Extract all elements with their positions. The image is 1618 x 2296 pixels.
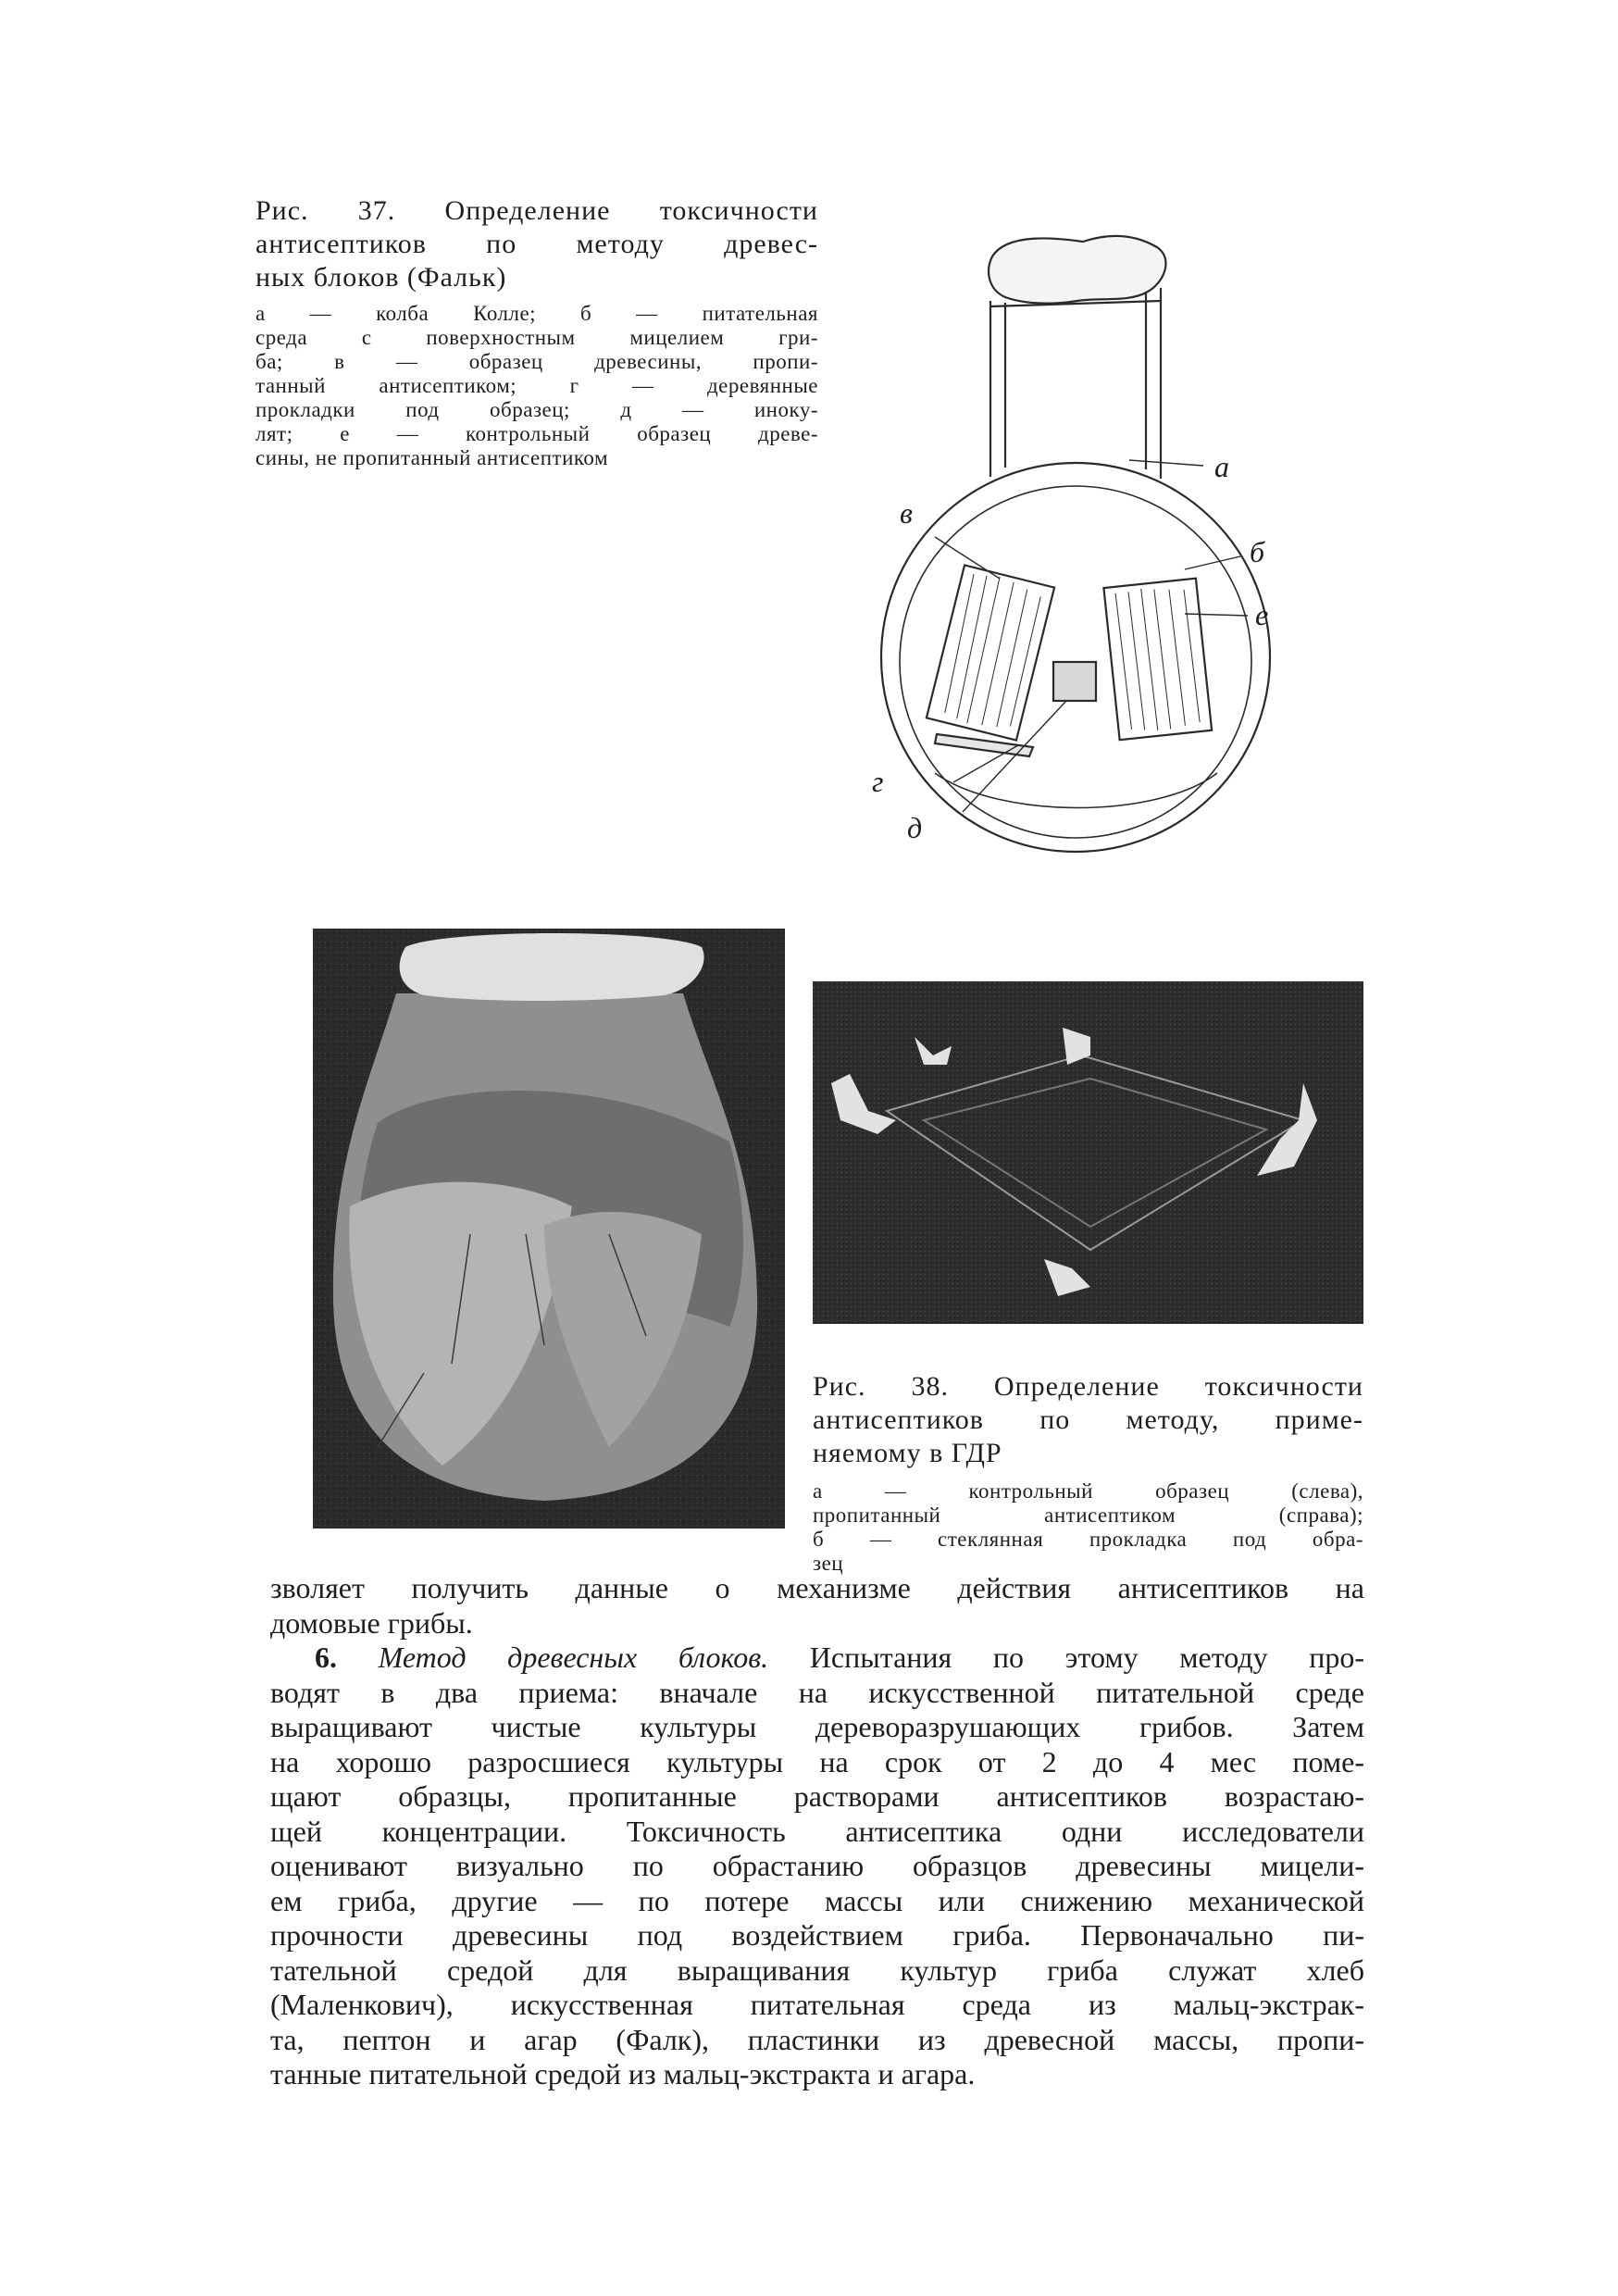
text-line: выращивают чистые культуры дереворазрушающих грибов. Затем [270,1710,1364,1743]
section-number: 6. [315,1641,337,1674]
section-title: Метод древесных блоков. [378,1641,769,1674]
text-line: танные питательной средой из мальц-экстракта и агара. [270,2057,976,2090]
flask-photo [313,929,785,1529]
legend-line: а — колба Колле; б — питательная [255,302,818,325]
glass-spacer-photo [813,981,1363,1324]
drawing-label-b: б [1250,535,1265,568]
caption-line: антисептиков по методу древес- [255,229,818,259]
caption-line: ных блоков (Фальк) [255,262,507,293]
figure-37-legend [255,302,818,470]
legend-line: среда с поверхностным мицелием гри- [255,326,818,349]
legend-line: танный антисептиком; г — деревянные [255,374,818,397]
figure-38-legend [813,1479,1363,1576]
drawing-label-d: д [907,811,923,844]
drawing-label-g: г [872,765,884,798]
flask-stopper [989,236,1165,304]
legend-line: зец [813,1552,844,1575]
control-sample-block [1103,579,1212,741]
legend-line: б — стеклянная прокладка под обра- [813,1528,1363,1551]
text-line: ем гриба, другие — по потере массы или снижению механической [270,1883,1364,1917]
caption-line: Рис. 38. Определение токсичности [813,1371,1363,1402]
inoculum [1053,662,1096,701]
text-line: щают образцы, пропитанные растворами антисептиков возрастаю- [270,1779,1364,1813]
text-line: водят в два приема: вначале на искусственной питательной среде [270,1675,1364,1709]
paragraph [270,1641,1364,2092]
text-fragment: Испытания по этому методу про- [809,1641,1365,1674]
legend-line: ба; в — образец древесины, пропи- [255,350,818,373]
caption-line: антисептиков по методу, приме- [813,1404,1363,1435]
body-text [270,1571,1364,2092]
legend-line: прокладки под образец; д — иноку- [255,398,818,421]
text-line: тательной средой для выращивания культур гриба служат хлеб [270,1953,1364,1987]
figure-37-title [255,194,818,294]
paragraph [270,1571,1364,1641]
text-line: щей концентрации. Токсичность антисептика одни исследователи [270,1814,1364,1848]
legend-line: пропитанный антисептиком (справа); [813,1504,1363,1527]
figure-38-title [813,1370,1363,1470]
text-line: зволяет получить данные о механизме действия антисептиков на [270,1571,1364,1604]
text-line: та, пептон и агар (Фалк), пластинки из древесной массы, пропи- [270,2022,1364,2056]
text-line [270,1641,1364,1676]
text-line: (Маленкович), искусственная питательная среда из мальц-экстрак- [270,1988,1364,2021]
treated-sample-block [927,565,1054,740]
text-line: прочности древесины под воздействием гриба. Первоначально пи- [270,1918,1364,1952]
legend-line: лят; е — контрольный образец древе- [255,422,818,445]
text-line: на хорошо разросшиеся культуры на срок от 2 до 4 мес поме- [270,1744,1364,1778]
caption-line: няемому в ГДР [813,1438,1002,1468]
drawing-label-e: е [1255,598,1269,631]
kolle-flask-drawing [852,227,1314,866]
caption-line: Рис. 37. Определение токсичности [255,195,818,226]
legend-line: сины, не пропитанный антисептиком [255,446,609,469]
text-line: домовые грибы. [270,1605,473,1640]
legend-line: а — контрольный образец (слева), [813,1479,1363,1503]
text-line: оценивают визуально по обрастанию образцов древесины мицели- [270,1849,1364,1882]
drawing-label-a: а [1214,450,1229,483]
flask-bulb-outer [881,463,1270,852]
flask-neck [990,288,1161,479]
drawing-label-v: в [900,496,913,530]
